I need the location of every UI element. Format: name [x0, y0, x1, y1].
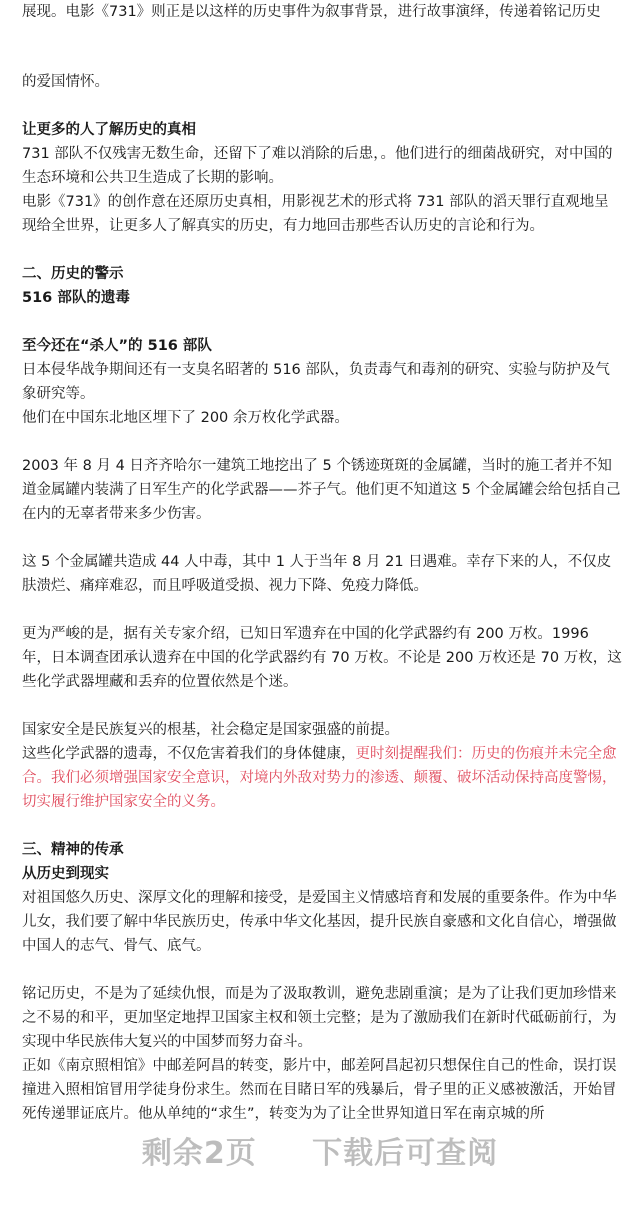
- paragraph-text: 这些化学武器的遗毒，不仅危害着我们的身体健康，: [22, 746, 356, 762]
- section-heading: 二、历史的警示: [22, 266, 124, 282]
- subsection-heading: 从历史到现实: [22, 866, 109, 882]
- paragraph: 电影《731》的创作意在还原历史真相，用影视艺术的形式将 731 部队的滔天罪行直观地呈现给全世界，让更多人了解真实的历史，有力地回击那些否认历史的言论和行为。: [22, 194, 609, 234]
- paragraph: 日本侵华战争期间还有一支臭名昭著的 516 部队，负责毒气和毒剂的研究、实验与防护及气象研究等。: [22, 362, 610, 402]
- remaining-pages-label: 剩余2页: [141, 1136, 257, 1171]
- paragraph: 更为严峻的是，据有关专家介绍，已知日军遗弃在中国的化学武器约有 200 万枚。1996 年，日本调查团承认遗弃在中国的化学武器约有 70 万枚。不论是 200 万枚还是 70 万枚，这些化学武器埋藏和丢弃的位置依然是个迷。: [22, 626, 622, 690]
- paragraph: 他们在中国东北地区埋下了 200 余万枚化学武器。: [22, 410, 349, 426]
- paragraph: 2003 年 8 月 4 日齐齐哈尔一建筑工地挖出了 5 个锈迹斑斑的金属罐，当时的施工者并不知道金属罐内装满了日军生产的化学武器——芥子气。他们更不知道这 5 个金属罐会给包括自己在内的无辜者带来多少伤害。: [22, 458, 621, 522]
- document-body: [22, 0, 622, 1126]
- subsection-heading: 至今还在“杀人”的 516 部队: [22, 338, 212, 354]
- paragraph: 铭记历史，不是为了延续仇恨，而是为了汲取教训，避免悲剧重演；是为了让我们更加珍惜来之不易的和平，更加坚定地捍卫国家主权和领土完整；是为了激励我们在新时代砥砺前行，为实现中华民族伟大复兴的中国梦而努力奋斗。: [22, 986, 617, 1050]
- paragraph: 731 部队不仅残害无数生命，还留下了难以消除的后患，。他们进行的细菌战研究，对中国的生态环境和公共卫生造成了长期的影响。: [22, 146, 613, 186]
- highlighted-text: 更时刻提醒我们：历史的伤痕并未完全愈合。我们必须增强国家安全意识，对境内外敌对势力的渗透、颠覆、破坏活动保持高度警惕，切实履行维护国家安全的义务。: [22, 746, 617, 810]
- paragraph: 正如《南京照相馆》中邮差阿昌的转变，影片中，邮差阿昌起初只想保住自己的性命，误打误撞进入照相馆冒用学徒身份求生。然而在目睹日军的残暴后，骨子里的正义感被激活，开始冒死传递罪证底片。他从单纯的“求生”，转变为为了让全世界知道日军在南京城的所: [22, 1058, 617, 1122]
- section-heading: 让更多的人了解历史的真相: [22, 122, 196, 138]
- download-to-read-label[interactable]: 下载后可查阅: [312, 1136, 499, 1171]
- paragraph: 对祖国悠久历史、深厚文化的理解和接受，是爱国主义情感培育和发展的重要条件。作为中华儿女，我们要了解中华民族历史，传承中华文化基因，提升民族自豪感和文化自信心，增强做中国人的志气、骨气、底气。: [22, 890, 617, 954]
- paragraph: [22, 742, 622, 814]
- paragraph: 这 5 个金属罐共造成 44 人中毒，其中 1 人于当年 8 月 21 日遇难。幸存下来的人，不仅皮肤溃烂、痛痒难忍，而且呼吸道受损、视力下降、免疫力降低。: [22, 554, 612, 594]
- subsection-heading: 516 部队的遗毒: [22, 290, 130, 306]
- paragraph: 的爱国情怀。: [22, 74, 109, 90]
- paragraph: 国家安全是民族复兴的根基，社会稳定是国家强盛的前提。: [22, 722, 399, 738]
- section-heading: 三、精神的传承: [22, 842, 124, 858]
- paragraph: 展现。电影《731》则正是以这样的历史事件为叙事背景，进行故事演绎，传递着铭记历史: [22, 4, 601, 20]
- download-prompt[interactable]: [0, 1128, 640, 1172]
